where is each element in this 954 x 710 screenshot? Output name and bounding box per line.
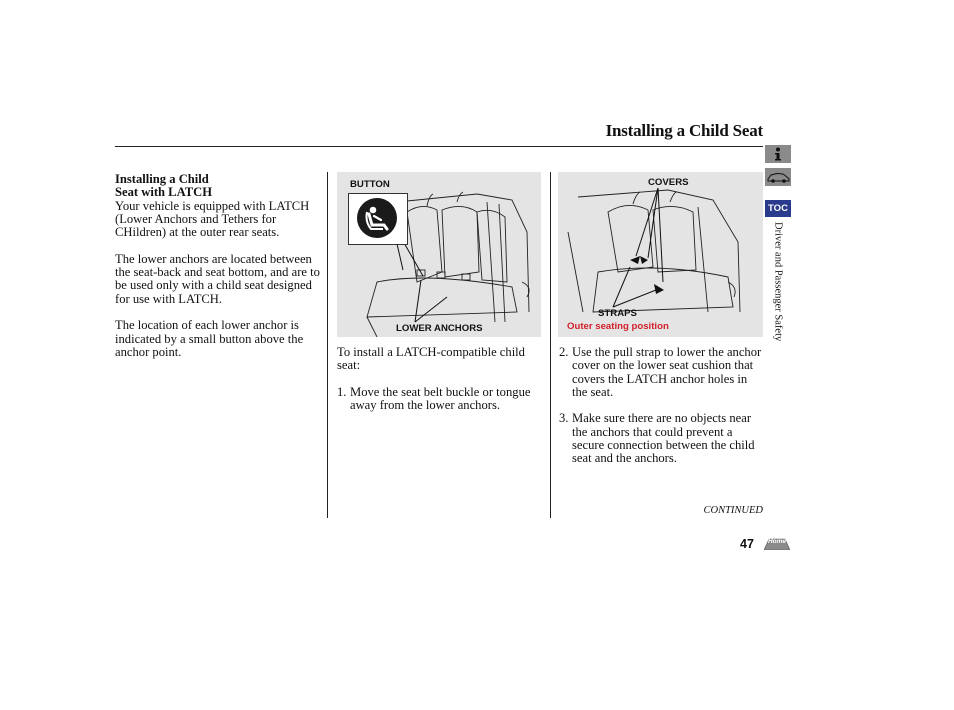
step-3-number: 3. xyxy=(559,411,569,426)
continued-label: CONTINUED xyxy=(703,505,763,516)
car-button[interactable] xyxy=(765,168,791,186)
section-heading-line2: Seat with LATCH xyxy=(115,185,213,200)
car-icon xyxy=(765,168,791,186)
step-1-text: Move the seat belt buckle or tongue away from the lower anchors. xyxy=(350,384,531,413)
lower-anchors-paragraph: The lower anchors are located between the seat-back and seat bottom, and are to be used only with a child seat designed for use with LATCH. xyxy=(115,251,320,306)
install-intro: To install a LATCH-compatible child seat: xyxy=(337,345,525,373)
step-1 xyxy=(337,386,542,413)
page-number: 47 xyxy=(740,537,754,551)
latch-child-seat-icon xyxy=(357,198,397,238)
home-label: Home xyxy=(767,538,787,545)
anchor-button-paragraph: The location of each lower anchor is indicated by a small button above the anchor point. xyxy=(115,318,304,359)
info-button[interactable] xyxy=(765,145,791,163)
section-tab xyxy=(771,222,785,362)
column-divider-2 xyxy=(550,172,551,518)
label-covers: COVERS xyxy=(648,177,689,188)
latch-intro-paragraph: Your vehicle is equipped with LATCH (Lower Anchors and Tethers for CHildren) at the outer rear seats. xyxy=(115,198,310,240)
info-icon xyxy=(765,145,791,163)
step-2-text: Use the pull strap to lower the anchor cover on the lower seat cushion that covers the LATCH anchor holes in the seat. xyxy=(572,345,762,399)
column-divider-1 xyxy=(327,172,328,518)
label-lower-anchors: LOWER ANCHORS xyxy=(396,323,483,334)
home-button[interactable] xyxy=(764,537,790,550)
title-rule xyxy=(115,146,763,147)
step-1-number: 1. xyxy=(337,384,347,399)
latch-symbol-box xyxy=(348,193,408,245)
figure-lower-anchors xyxy=(337,172,541,337)
middle-column xyxy=(337,346,542,426)
figure-caption-outer-seating: Outer seating position xyxy=(567,321,669,332)
section-tab-label: Driver and Passenger Safety xyxy=(772,222,784,342)
steps-list-2 xyxy=(559,346,763,466)
step-3 xyxy=(559,412,763,465)
step-2-number: 2. xyxy=(559,345,569,359)
label-button: BUTTON xyxy=(350,179,390,190)
section-heading-line1: Installing a Child xyxy=(115,172,209,186)
seat-illustration-2 xyxy=(558,172,763,337)
step-2 xyxy=(559,346,763,399)
toc-button[interactable]: TOC xyxy=(765,200,791,217)
steps-list-1 xyxy=(337,386,542,413)
page-title: Installing a Child Seat xyxy=(605,121,763,140)
right-column xyxy=(559,346,763,479)
left-column xyxy=(115,173,320,372)
label-straps: STRAPS xyxy=(598,308,637,319)
step-3-text: Make sure there are no objects near the anchors that could prevent a secure connection between the child seat and the anchors. xyxy=(572,411,755,466)
figure-anchor-covers xyxy=(558,172,763,337)
